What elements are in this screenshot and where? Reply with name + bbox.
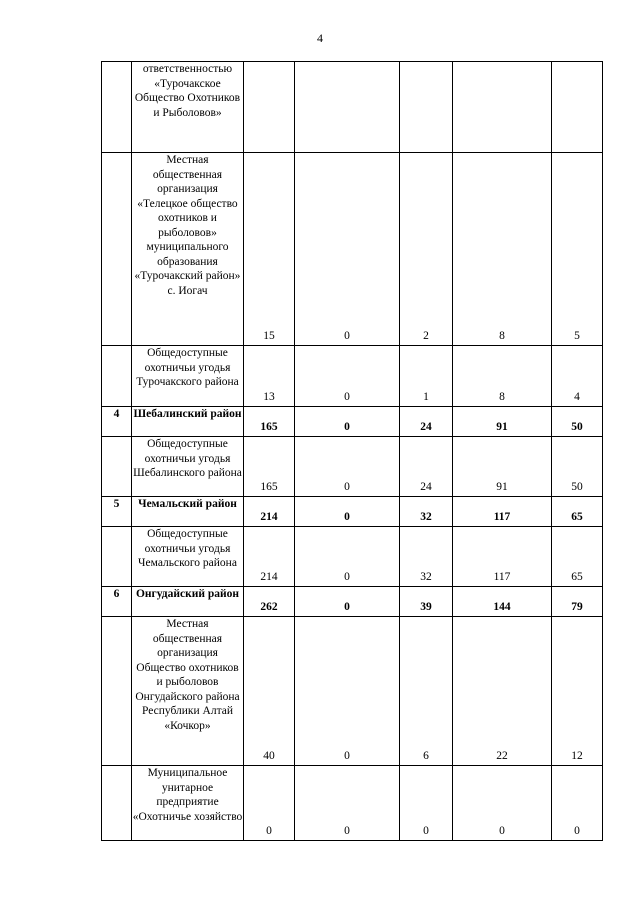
value-cell: 0 bbox=[552, 766, 603, 841]
value-cell: 15 bbox=[244, 153, 295, 346]
value-cell: 0 bbox=[453, 766, 552, 841]
value-cell bbox=[552, 62, 603, 153]
value-cell: 5 bbox=[552, 153, 603, 346]
organization-name: ответственностью «Турочакское Общество Охотников и Рыболовов» bbox=[132, 62, 244, 153]
table-row bbox=[102, 407, 603, 437]
value-cell: 262 bbox=[244, 587, 295, 617]
table-row bbox=[102, 346, 603, 407]
table-row bbox=[102, 617, 603, 766]
table-row bbox=[102, 153, 603, 346]
value-cell: 117 bbox=[453, 527, 552, 587]
table-row bbox=[102, 62, 603, 153]
organization-name: Общедоступные охотничьи угодья Чемальского района bbox=[132, 527, 244, 587]
value-cell: 24 bbox=[400, 407, 453, 437]
value-cell: 0 bbox=[295, 497, 400, 527]
table-row bbox=[102, 437, 603, 497]
value-cell: 8 bbox=[453, 346, 552, 407]
value-cell: 214 bbox=[244, 527, 295, 587]
value-cell: 0 bbox=[295, 587, 400, 617]
value-cell: 0 bbox=[400, 766, 453, 841]
value-cell bbox=[295, 62, 400, 153]
district-name: Шебалинский район bbox=[132, 407, 244, 437]
row-number bbox=[102, 62, 132, 153]
row-number bbox=[102, 527, 132, 587]
value-cell: 214 bbox=[244, 497, 295, 527]
district-name: Онгудайский район bbox=[132, 587, 244, 617]
value-cell: 24 bbox=[400, 437, 453, 497]
table-row bbox=[102, 527, 603, 587]
value-cell: 2 bbox=[400, 153, 453, 346]
value-cell: 13 bbox=[244, 346, 295, 407]
value-cell: 65 bbox=[552, 527, 603, 587]
row-number bbox=[102, 153, 132, 346]
table-row bbox=[102, 766, 603, 841]
organization-name: Местная общественная организация «Телецкое общество охотников и рыболовов» муниципального образования «Турочакский район» с. Иогач bbox=[132, 153, 244, 346]
value-cell: 0 bbox=[295, 407, 400, 437]
organization-name: Общедоступные охотничьи угодья Турочакского района bbox=[132, 346, 244, 407]
row-number bbox=[102, 437, 132, 497]
row-number: 6 bbox=[102, 587, 132, 617]
value-cell: 50 bbox=[552, 407, 603, 437]
row-number bbox=[102, 766, 132, 841]
table-row bbox=[102, 587, 603, 617]
value-cell: 144 bbox=[453, 587, 552, 617]
value-cell: 22 bbox=[453, 617, 552, 766]
organization-name: Муниципальное унитарное предприятие «Охотничье хозяйство bbox=[132, 766, 244, 841]
value-cell bbox=[400, 62, 453, 153]
organization-name: Общедоступные охотничьи угодья Шебалинского района bbox=[132, 437, 244, 497]
value-cell: 165 bbox=[244, 407, 295, 437]
table-row bbox=[102, 497, 603, 527]
value-cell: 0 bbox=[295, 766, 400, 841]
value-cell: 40 bbox=[244, 617, 295, 766]
row-number: 4 bbox=[102, 407, 132, 437]
value-cell: 0 bbox=[295, 437, 400, 497]
value-cell: 1 bbox=[400, 346, 453, 407]
value-cell: 165 bbox=[244, 437, 295, 497]
value-cell: 0 bbox=[295, 617, 400, 766]
value-cell: 79 bbox=[552, 587, 603, 617]
hunting-quota-table bbox=[101, 61, 603, 841]
value-cell: 4 bbox=[552, 346, 603, 407]
value-cell: 0 bbox=[295, 527, 400, 587]
value-cell: 65 bbox=[552, 497, 603, 527]
value-cell bbox=[453, 62, 552, 153]
district-name: Чемальский район bbox=[132, 497, 244, 527]
value-cell: 12 bbox=[552, 617, 603, 766]
value-cell bbox=[244, 62, 295, 153]
value-cell: 8 bbox=[453, 153, 552, 346]
organization-name: Местная общественная организация Общество охотников и рыболовов Онгудайского района Республики Алтай «Кочкор» bbox=[132, 617, 244, 766]
value-cell: 91 bbox=[453, 437, 552, 497]
value-cell: 50 bbox=[552, 437, 603, 497]
value-cell: 0 bbox=[295, 346, 400, 407]
value-cell: 39 bbox=[400, 587, 453, 617]
value-cell: 0 bbox=[295, 153, 400, 346]
row-number bbox=[102, 617, 132, 766]
row-number bbox=[102, 346, 132, 407]
value-cell: 117 bbox=[453, 497, 552, 527]
value-cell: 91 bbox=[453, 407, 552, 437]
page-number: 4 bbox=[317, 31, 323, 45]
value-cell: 32 bbox=[400, 527, 453, 587]
row-number: 5 bbox=[102, 497, 132, 527]
value-cell: 6 bbox=[400, 617, 453, 766]
value-cell: 0 bbox=[244, 766, 295, 841]
value-cell: 32 bbox=[400, 497, 453, 527]
